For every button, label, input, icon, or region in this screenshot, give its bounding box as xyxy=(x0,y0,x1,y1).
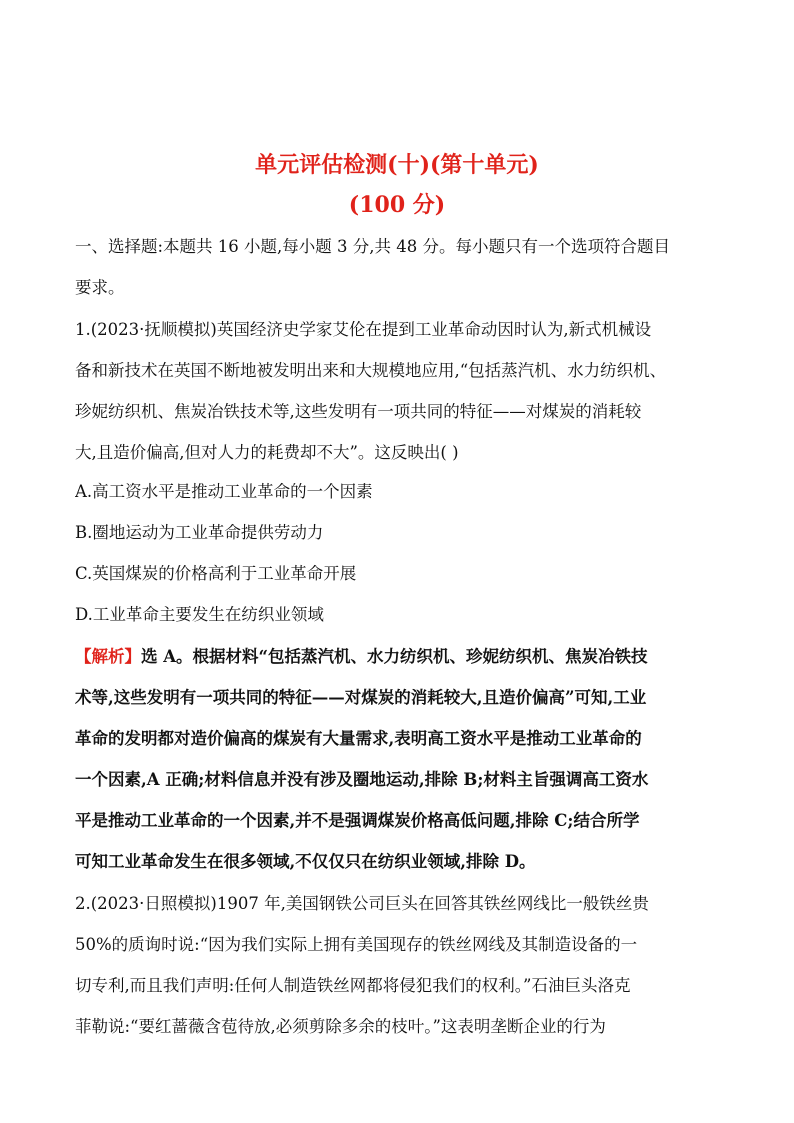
question-line: 1.(2023·抚顺模拟)英国经济史学家艾伦在提到工业革命动因时认为,新式机械设 xyxy=(75,320,652,339)
analysis-line: 平是推动工业革命的一个因素,并不是强调煤炭价格高低问题,排除 C;结合所学 xyxy=(75,811,640,830)
analysis-tag: 【解析】 xyxy=(75,647,141,666)
question-1-analysis xyxy=(75,636,720,882)
page-title: 单元评估检测(十)(第十单元) xyxy=(255,152,539,178)
question-line: 2.(2023·日照模拟)1907 年,美国钢铁公司巨头在回答其铁丝网线比一般铁丝贵 xyxy=(75,894,649,913)
analysis-line xyxy=(75,636,720,677)
total-score: (100 分) xyxy=(348,192,446,218)
question-line: 切专利,而且我们声明:任何人制造铁丝网都将侵犯我们的权利。”石油巨头洛克 xyxy=(75,976,631,995)
analysis-line: 可知工业革命发生在很多领域,不仅仅只在纺织业领域,排除 D。 xyxy=(75,852,536,871)
question-1-options xyxy=(75,471,720,635)
section-intro-line: 要求。 xyxy=(75,278,125,297)
analysis-line: 革命的发明都对造价偏高的煤炭有大量需求,表明高工资水平是推动工业革命的 xyxy=(75,729,642,748)
option-c: C.英国煤炭的价格高利于工业革命开展 xyxy=(75,564,357,583)
question-2-stem xyxy=(75,883,720,1047)
option-a: A.高工资水平是推动工业革命的一个因素 xyxy=(75,482,373,501)
analysis-line: 一个因素,A 正确;材料信息并没有涉及圈地运动,排除 B;材料主旨强调高工资水 xyxy=(75,770,649,789)
analysis-text: 选 A。根据材料“包括蒸汽机、水力纺织机、珍妮纺织机、焦炭冶铁技 xyxy=(141,647,648,666)
section-intro xyxy=(75,226,720,308)
question-line: 50%的质询时说:“因为我们实际上拥有美国现存的铁丝网线及其制造设备的一 xyxy=(75,935,638,954)
question-line: 菲勒说:“要红蔷薇含苞待放,必须剪除多余的枝叶。”这表明垄断企业的行为 xyxy=(75,1017,606,1036)
option-d: D.工业革命主要发生在纺织业领域 xyxy=(75,605,324,624)
question-1-stem xyxy=(75,309,720,473)
analysis-line: 术等,这些发明有一项共同的特征——对煤炭的消耗较大,且造价偏高”可知,工业 xyxy=(75,688,647,707)
option-b: B.圈地运动为工业革命提供劳动力 xyxy=(75,523,324,542)
question-line: 备和新技术在英国不断地被发明出来和大规模地应用,“包括蒸汽机、水力纺织机、 xyxy=(75,361,667,380)
question-line: 珍妮纺织机、焦炭冶铁技术等,这些发明有一项共同的特征——对煤炭的消耗较 xyxy=(75,402,642,421)
question-line: 大,且造价偏高,但对人力的耗费却不大”。这反映出( ) xyxy=(75,443,459,462)
section-intro-line: 一、选择题:本题共 16 小题,每小题 3 分,共 48 分。每小题只有一个选项符合题目 xyxy=(75,237,671,256)
